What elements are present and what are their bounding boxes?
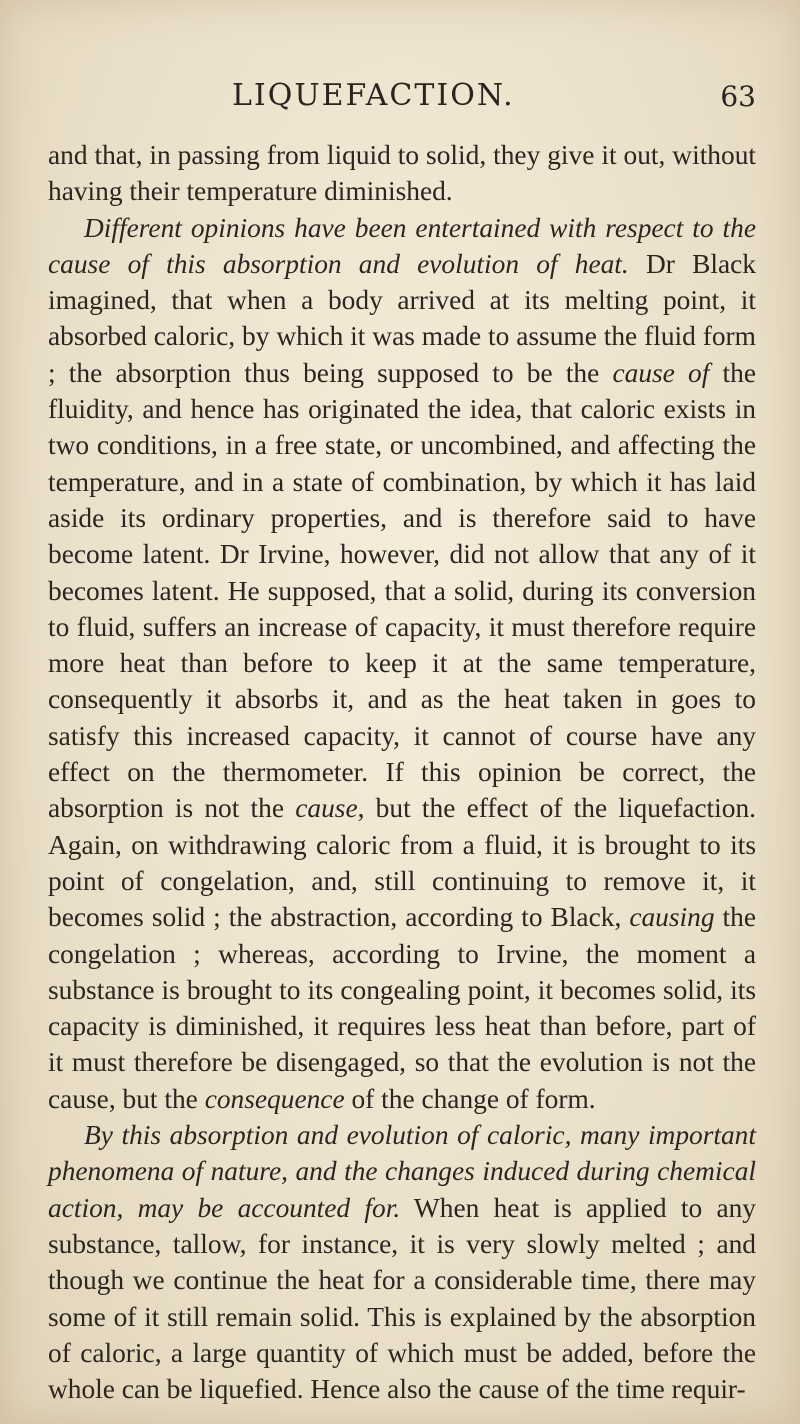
italic-text-segment: By this absorption and evolution of caloric, many important phenomena of nature, and the changes induced during chemical action, may be accounted for.	[48, 1120, 756, 1223]
page-header	[48, 78, 756, 118]
text-segment: the fluidity, and hence has originated the idea, that caloric exists in two conditions, in a free state, or uncombined, and affecting the temperature, and in a state of combination, by which it has laid aside its ordinary properties, and is therefore said to have become latent. Dr Irvine, however, did not allow that any of it becomes latent. He supposed, that a solid, during its conversion to fluid, suffers an increase of capacity, it must therefore require more heat than before to keep it at the same temperature, consequently it absorbs it, and as the heat taken in goes to satisfy this increased capacity, it cannot of course have any effect on the thermometer. If this opinion be correct, the absorption is not the	[48, 357, 756, 824]
italic-text-segment: causing	[629, 902, 715, 933]
text-segment: of the change of form.	[344, 1083, 596, 1114]
body-text	[48, 137, 756, 1407]
text-segment: the congelation ; whereas, according to Irvine, the moment a substance is brought to its congealing point, it becomes solid, its capacity is diminished, it requires less heat than before, part of it must therefore be disengaged, so that the evolution is not the cause, but the	[48, 902, 757, 1114]
italic-text-segment: Different opinions have been entertained with respect to the cause of this absorption and evolution of heat.	[48, 212, 756, 279]
text-segment: When heat is applied to any substance, tallow, for instance, it is very slowly melted ; and though we continue the heat for a considerable time, there may some of it still remain solid. This is explained by the absorption of caloric, a large quantity of which must be added, before the whole can be liquefied. Hence also the cause of the time requir-	[48, 1192, 756, 1405]
italic-text-segment: cause	[295, 793, 358, 824]
paragraph	[48, 1117, 756, 1407]
italic-text-segment: consequence	[204, 1083, 345, 1114]
italic-text-segment: cause of	[612, 357, 710, 388]
paragraph	[48, 137, 756, 210]
paragraph	[48, 210, 756, 1117]
running-head: LIQUEFACTION.	[232, 78, 515, 113]
page-number: 63	[720, 80, 756, 113]
text-segment: and that, in passing from liquid to solid, they give it out, without having their temperature diminished.	[48, 140, 756, 207]
text-segment: Dr Black imagined, that when a body arrived at its melting point, it absorbed caloric, by which it was made to assume the fluid form ; the absorption thus being supposed to be the	[48, 248, 756, 388]
text-segment: , but the effect of the liquefaction. Again, on withdrawing caloric from a fluid, it is brought to its point of congelation, and, still continuing to remove it, it becomes solid ; the abstraction, according to Black,	[48, 793, 756, 933]
